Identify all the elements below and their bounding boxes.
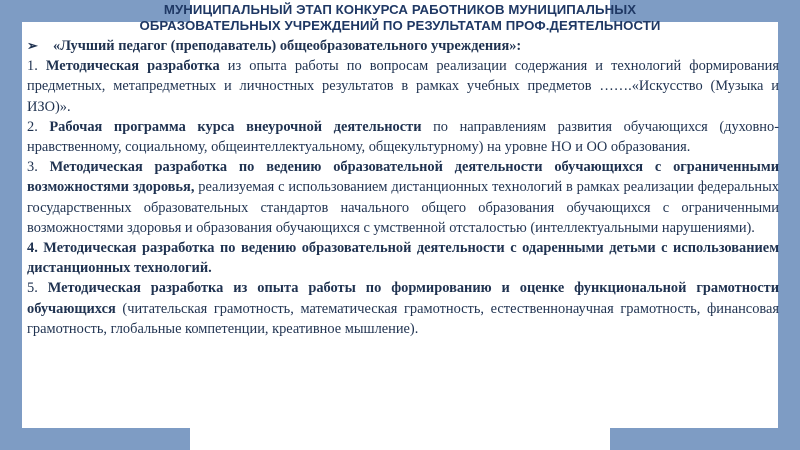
item-number: 3. (27, 159, 38, 176)
item-bold-head: Методическая разработка (37, 58, 220, 75)
item-number: 2. (27, 118, 38, 135)
item-number: 5. (27, 280, 38, 297)
list-item (27, 117, 779, 157)
list-item (27, 238, 779, 278)
list-item (27, 56, 779, 117)
slide-body (27, 36, 779, 432)
list-item (27, 278, 779, 339)
bullet-item-heading (27, 36, 779, 56)
list-item (27, 157, 779, 238)
item-number: 1. (27, 58, 38, 75)
slide-title-line-1: МУНИЦИПАЛЬНЫЙ ЭТАП КОНКУРСА РАБОТНИКОВ МУНИЦИПАЛЬНЫХ (163, 2, 637, 17)
item-body: (читательская грамотность, математическая грамотность, естественнонаучная грамотность, финансовая грамотность, глобальные компетенции, креативное мышление). (27, 300, 779, 337)
slide-title (36, 2, 764, 35)
item-bold-head: Методическая разработка из опыта работы по формированию и оценке функциональной грамотности обучающихся (27, 280, 779, 317)
item-bold-head: Методическая разработка по ведению образовательной деятельности с одаренными детьми с использованием дистанционных технологий. (27, 240, 779, 277)
item-bold-head: Рабочая программа курса внеурочной деятельности (37, 118, 422, 135)
item-body: реализуемая с использованием дистанционных технологий в рамках реализации федеральных государственных образовательных стандартов начального общего образования обучающихся с ограниченными возможностями здоровья и образования обучающихся с умственной отсталостью (интеллектуальными нарушениями). (27, 179, 779, 236)
frame-strip-left (0, 0, 22, 450)
item-bold-head: Методическая разработка по ведению образовательной деятельности обучающихся с ограниченными возможностями здоровья, (27, 159, 779, 196)
frame-strip-right (778, 0, 800, 450)
bullet-item-label: «Лучший педагог (преподаватель) общеобразовательного учреждения»: (53, 38, 522, 54)
item-body: по направлениям развития обучающихся (духовно-нравственному, социальному, общеинтеллектуальному, общекультурному) на уровне НО и ОО образования. (27, 118, 779, 156)
arrow-bullet-icon: ➢ (27, 38, 38, 53)
slide-title-line-2: ОБРАЗОВАТЕЛЬНЫХ УЧРЕЖДЕНИЙ ПО РЕЗУЛЬТАТАМ ПРОФ.ДЕЯТЕЛЬНОСТИ (139, 18, 661, 33)
item-number: 4. (27, 240, 38, 257)
item-body: из опыта работы по вопросам реализации содержания и технологий формирования предметных, метапредметных и личностных результатов в рамках учебных предметов …….«Искусство (Музыка и ИЗО)». (27, 58, 779, 115)
